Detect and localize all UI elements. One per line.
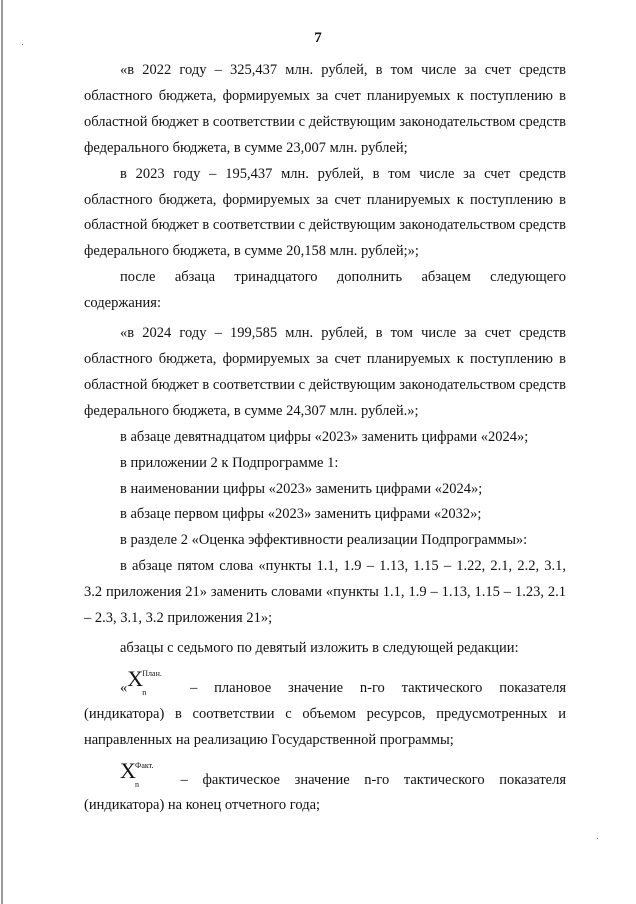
- paragraph-after-13: после абзаца тринадцатого дополнить абзацем следующего содержания:: [84, 269, 566, 312]
- paragraph-seventh-ninth: абзацы с седьмого по девятый изложить в следующей редакции:: [120, 639, 519, 656]
- page-number: 7: [314, 30, 322, 46]
- scan-speck: [22, 44, 23, 45]
- paragraph-appendix-2: в приложении 2 к Подпрограмме 1:: [120, 454, 339, 471]
- paragraph-fifth: в абзаце пятом слова «пункты 1.1, 1.9 – 1.13, 1.15 – 1.22, 2.1, 2.2, 3.1, 3.2 приложения 21» заменить словами «пункты 1.1, 1.9 – 1.13, 1.15 – 1.23, 2.1 – 2.3, 3.1, 3.2 приложения 21»;: [84, 558, 566, 627]
- paragraph-first: в абзаце первом цифры «2023» заменить цифрами «2032»;: [120, 506, 482, 523]
- open-quote: «: [120, 679, 128, 696]
- formula-plan-text: – плановое значение n-го тактического показателя (индикатора) в соответствии с объемом ресурсов, предусмотренных и направленных на реализацию Государственной программы;: [84, 679, 566, 748]
- formula-subscript: n: [135, 779, 139, 789]
- paragraph-section-2: в разделе 2 «Оценка эффективности реализации Подпрограммы»:: [120, 532, 528, 549]
- paragraph-2024: «в 2024 году – 199,585 млн. рублей, в том числе за счет средств областного бюджета, формируемых за счет планируемых к поступлению в областной бюджет в соответствии с действующим законодательством средств федерального бюджета, в сумме 24,307 млн. рублей.»;: [84, 325, 566, 419]
- scan-speck: [597, 838, 598, 839]
- formula-fact-text: – фактическое значение n-го тактического показателя (индикатора) на конец отчетного года;: [84, 771, 567, 814]
- formula-superscript: План.: [142, 668, 162, 678]
- paragraph-2023: в 2023 году – 195,437 млн. рублей, в том числе за счет средств областного бюджета, формируемых за счет планируемых к поступлению в областной бюджет в соответствии с действующим законодательством средств федерального бюджета, в сумме 20,158 млн. рублей;»;: [84, 165, 566, 260]
- formula-symbol: X: [127, 665, 144, 691]
- formula-plan-paragraph: [84, 665, 566, 754]
- paragraph-19: в абзаце девятнадцатом цифры «2023» заменить цифрами «2024»;: [120, 428, 529, 445]
- scan-edge: [1, 0, 3, 904]
- formula-x-plan: [127, 665, 173, 697]
- formula-symbol: X: [120, 757, 136, 783]
- document-body: [84, 58, 566, 819]
- formula-superscript: Факт.: [135, 760, 154, 770]
- formula-subscript: n: [142, 687, 147, 697]
- formula-fact-paragraph: [84, 757, 567, 820]
- formula-x-fact: [120, 757, 166, 789]
- paragraph-name: в наименовании цифры «2023» заменить цифрами «2024»;: [120, 480, 483, 497]
- paragraph-2022: «в 2022 году – 325,437 млн. рублей, в том числе за счет средств областного бюджета, формируемых за счет планируемых к поступлению в областной бюджет в соответствии с действующим законодательством средств федерального бюджета, в сумме 23,007 млн. рублей;: [84, 62, 566, 156]
